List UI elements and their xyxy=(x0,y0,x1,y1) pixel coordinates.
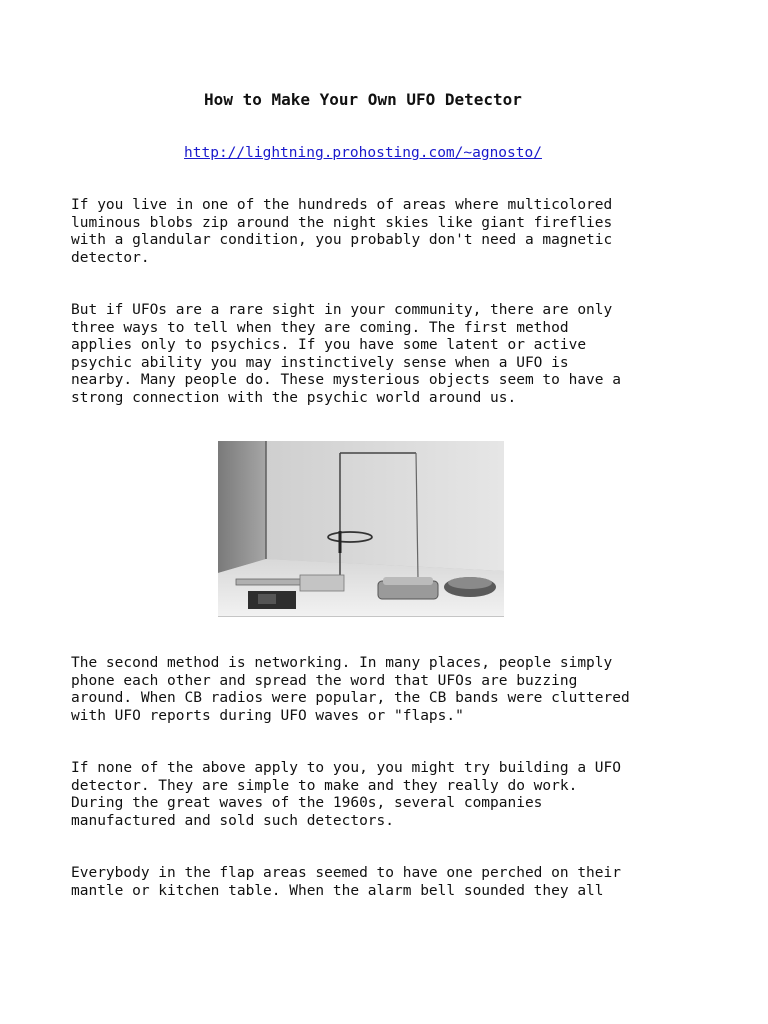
paragraph-5: Everybody in the flap areas seemed to have one perched on their mantle or kitchen table. When the alarm bell sounded they all xyxy=(71,865,621,899)
page-title: How to Make Your Own UFO Detector xyxy=(204,90,522,109)
paragraph-3: The second method is networking. In many places, people simply phone each other and spread the word that UFOs are buzzing around. When CB radios were popular, the CB bands were cluttered with UFO reports during UFO waves or "flaps." xyxy=(71,655,630,724)
ufo-detector-photo xyxy=(218,441,504,617)
source-url-link[interactable]: http://lightning.prohosting.com/~agnosto/ xyxy=(184,145,542,161)
paragraph-1: If you live in one of the hundreds of areas where multicolored luminous blobs zip around the night skies like giant fireflies with a glandular condition, you probably don't need a magnetic detector. xyxy=(71,197,613,266)
paragraph-4: If none of the above apply to you, you might try building a UFO detector. They are simple to make and they really do work. During the great waves of the 1960s, several companies manufactured and sold such detectors. xyxy=(71,760,621,829)
paragraph-2: But if UFOs are a rare sight in your community, there are only three ways to tell when they are coming. The first method applies only to psychics. If you have some latent or active psychic ability you may instinctively sense when a UFO is nearby. Many people do. These mysterious objects seem to have a strong connection with the psychic world around us. xyxy=(71,302,621,406)
